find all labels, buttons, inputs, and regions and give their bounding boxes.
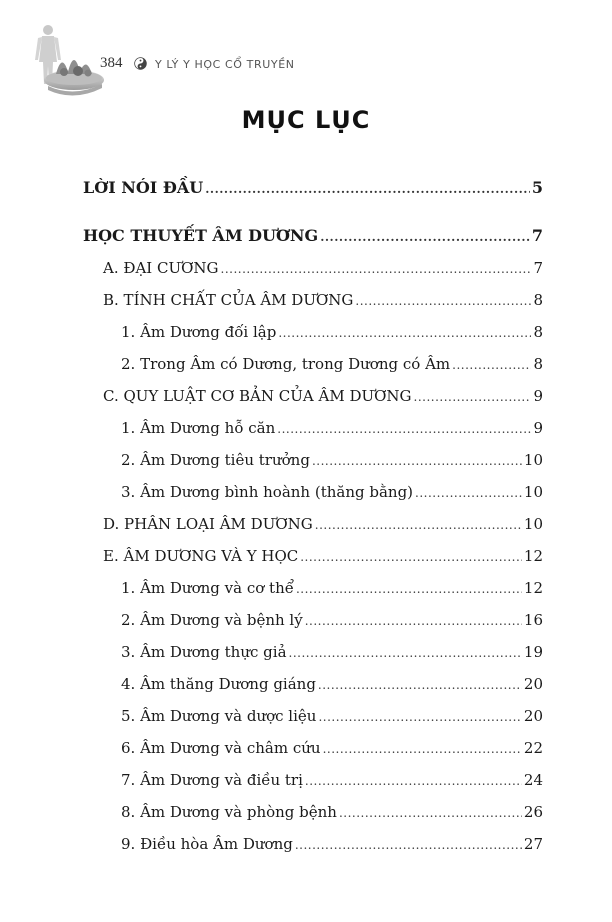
toc-entry	[121, 482, 543, 503]
toc-entry-page: 7	[531, 226, 543, 245]
toc-leader-dots	[315, 515, 522, 535]
toc-leader-dots	[221, 259, 532, 279]
toc-entry-label: LỜI NÓI ĐẦU	[83, 178, 204, 197]
toc-entry	[103, 258, 543, 279]
toc-entry-label: 2. Âm Dương tiêu trưởng	[121, 451, 310, 469]
toc-entry-page: 10	[523, 451, 543, 469]
toc-entry	[121, 450, 543, 471]
toc-entry	[121, 322, 543, 343]
toc-entry-page: 10	[523, 515, 543, 533]
toc-entry	[103, 514, 543, 535]
page-title: MỤC LỤC	[241, 106, 371, 134]
toc-entry	[121, 738, 543, 759]
toc-leader-dots	[305, 611, 522, 631]
toc-leader-dots	[277, 419, 531, 439]
toc-entry-page: 22	[523, 739, 543, 757]
toc-entry-label: 1. Âm Dương hỗ căn	[121, 419, 276, 437]
toc-entry-label: 5. Âm Dương và dược liệu	[121, 707, 317, 725]
toc-entry-label: 2. Trong Âm có Dương, trong Dương có Âm	[121, 355, 451, 373]
toc-leader-dots	[278, 323, 531, 343]
toc-entry	[83, 178, 543, 199]
toc-leader-dots	[300, 547, 522, 567]
toc-entry-page: 10	[523, 483, 543, 501]
toc-entry	[121, 578, 543, 599]
toc-leader-dots	[355, 291, 531, 311]
toc-entry-page: 16	[523, 611, 543, 629]
toc-entry-label: D. PHÂN LOẠI ÂM DƯƠNG	[103, 515, 313, 533]
toc-entry	[121, 674, 543, 695]
toc-entry	[121, 802, 543, 823]
toc-entry-page: 20	[523, 707, 543, 725]
toc-entry-label: 8. Âm Dương và phòng bệnh	[121, 803, 337, 821]
toc-leader-dots	[295, 835, 522, 855]
toc-entry	[121, 706, 543, 727]
toc-entry	[121, 642, 543, 663]
toc-entry-page: 9	[533, 419, 543, 437]
toc-entry-label: E. ÂM DƯƠNG VÀ Y HỌC	[103, 547, 299, 565]
page-number: 384	[100, 55, 123, 71]
toc-entry-page: 19	[523, 643, 543, 661]
toc-entry-label: HỌC THUYẾT ÂM DƯƠNG	[83, 226, 319, 245]
toc-leader-dots	[289, 643, 522, 663]
toc-entry-page: 24	[523, 771, 543, 789]
toc-entry-page: 20	[523, 675, 543, 693]
toc-entry-page: 27	[523, 835, 543, 853]
toc-entry-label: B. TÍNH CHẤT CỦA ÂM DƯƠNG	[103, 291, 354, 309]
toc-entry	[121, 770, 543, 791]
toc-entry-page: 5	[531, 178, 543, 197]
toc-entry-label: A. ĐẠI CƯƠNG	[103, 259, 219, 277]
toc-entry	[103, 386, 543, 407]
toc-leader-dots	[339, 803, 522, 823]
toc-entry-label: C. QUY LUẬT CƠ BẢN CỦA ÂM DƯƠNG	[103, 387, 412, 405]
toc-leader-dots	[312, 451, 522, 471]
toc-entry-label: 2. Âm Dương và bệnh lý	[121, 611, 303, 629]
toc-entry	[103, 290, 543, 311]
running-title: Y LÝ Y HỌC CỔ TRUYỀN	[155, 58, 295, 71]
toc-entry	[121, 610, 543, 631]
toc-entry-page: 8	[533, 323, 543, 341]
toc-entry-page: 12	[523, 547, 543, 565]
toc-entry-label: 3. Âm Dương thực giả	[121, 643, 287, 661]
toc-entry	[103, 546, 543, 567]
toc-leader-dots	[305, 771, 522, 791]
toc-leader-dots	[318, 675, 522, 695]
toc-entry-page: 9	[533, 387, 543, 405]
toc-entry-page: 8	[533, 355, 543, 373]
toc-entry-label: 1. Âm Dương đối lập	[121, 323, 277, 341]
toc-entry	[121, 418, 543, 439]
toc-leader-dots	[415, 483, 522, 503]
toc-entry-label: 6. Âm Dương và châm cứu	[121, 739, 321, 757]
toc-entry	[83, 226, 543, 247]
toc-entry-label: 1. Âm Dương và cơ thể	[121, 579, 294, 597]
toc-entry-page: 8	[533, 291, 543, 309]
toc-entry-label: 3. Âm Dương bình hoành (thăng bằng)	[121, 483, 414, 501]
toc-entry	[121, 834, 543, 855]
toc-entry-label: 7. Âm Dương và điều trị	[121, 771, 303, 789]
toc-entry-label: 9. Điều hòa Âm Dương	[121, 835, 293, 853]
toc-leader-dots	[452, 355, 531, 375]
toc-leader-dots	[318, 707, 521, 727]
toc-entry-page: 26	[523, 803, 543, 821]
toc-leader-dots	[414, 387, 532, 407]
toc-entry	[121, 354, 543, 375]
toc-entry-label: 4. Âm thăng Dương giáng	[121, 675, 316, 693]
toc-leader-dots	[323, 739, 522, 759]
toc-leader-dots	[205, 179, 530, 199]
toc-leader-dots	[296, 579, 522, 599]
toc-entry-page: 12	[523, 579, 543, 597]
toc-entry-page: 7	[533, 259, 543, 277]
toc-leader-dots	[320, 227, 530, 247]
